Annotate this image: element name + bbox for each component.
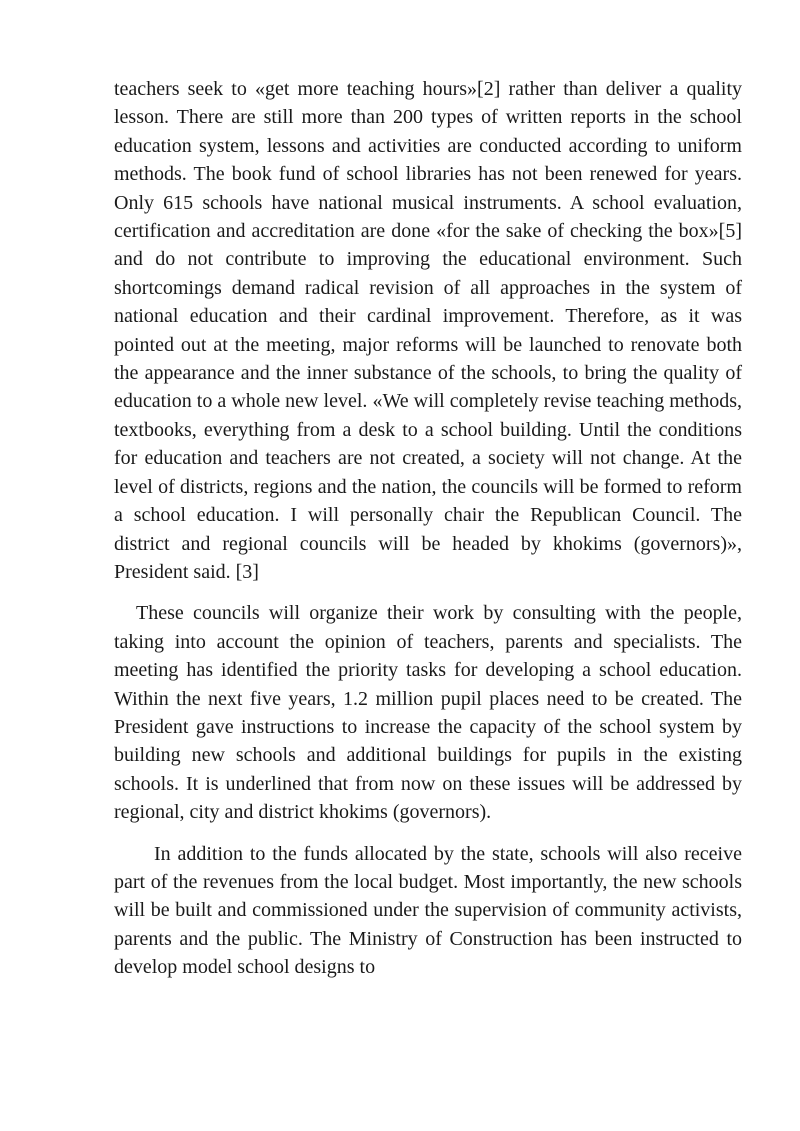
body-paragraph-2: These councils will organize their work by consulting with the people, taking into account the opinion of teachers, parents and specialists. The meeting has identified the priority tasks for developing a school education. Within the next five years, 1.2 million pupil places need to be created. The President gave instructions to increase the capacity of the school system by building new schools and additional buildings for pupils in the existing schools. It is underlined that from now on these issues will be addressed by regional, city and district khokims (governors). (114, 602, 742, 824)
document-page (114, 75, 742, 982)
body-paragraph-1: teachers seek to «get more teaching hours»[2] rather than deliver a quality lesson. There are still more than 200 types of written reports in the school education system, lessons and activities are conducted according to uniform methods. The book fund of school libraries has not been renewed for years. Only 615 schools have national musical instruments. A school evaluation, certification and accreditation are done «for the sake of checking the box»[5] and do not contribute to improving the educational environment. Such shortcomings demand radical revision of all approaches in the system of national education and their cardinal improvement. Therefore, as it was pointed out at the meeting, major reforms will be launched to renovate both the appearance and the inner substance of the schools, to bring the quality of education to a whole new level. «We will completely revise teaching methods, textbooks, everything from a desk to a school building. Until the conditions for education and teachers are not created, a society will not change. At the level of districts, regions and the nation, the councils will be formed to reform a school education. I will personally chair the Republican Council. The district and regional councils will be headed by khokims (governors)», President said. [3] (114, 78, 742, 583)
body-paragraph-3: In addition to the funds allocated by the state, schools will also receive part of the revenues from the local budget. Most importantly, the new schools will be built and commissioned under the supervision of community activists, parents and the public. The Ministry of Construction has been instructed to develop model school designs to (114, 842, 742, 979)
